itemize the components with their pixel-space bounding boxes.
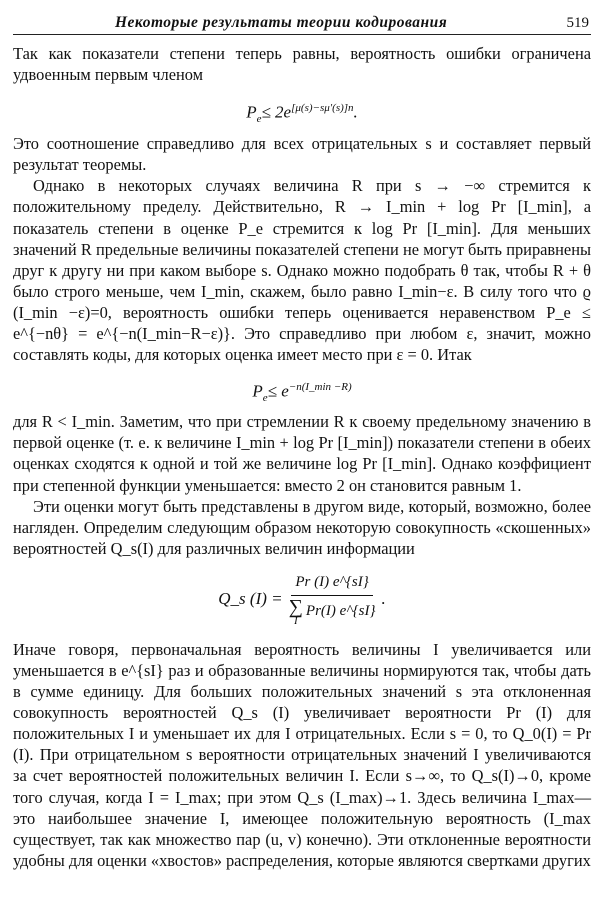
sum-symbol: ∑ I bbox=[288, 595, 303, 627]
fraction: Pr (I) e^{sI} ∑ I Pr(I) e^{sI} bbox=[288, 573, 376, 627]
paragraph-2: Это соотношение справедливо для всех отрицательных s и составляет первый результат теоремы. bbox=[13, 134, 591, 175]
running-header bbox=[13, 6, 591, 35]
formula-error-bound: $P_e\le 2e^{[\mu(s)-s\mu'(s)]n}$. bbox=[246, 102, 358, 126]
paragraph-4: для R < I_min. Заметим, что при стремлении R к своему предельному значению в первой оценке (т. е. к величине I_min + log Pr [I_min]) показатели степени в обеих оценках сходятся к одной и той же величине log Pr [I_min]. Однако коэффициент при степенной функции уменьшается: вместо 2 он становится равным 1. bbox=[13, 412, 591, 495]
formula-limit-bound: $P_e\le e^{-n(I\_min -R)}$ bbox=[252, 381, 352, 405]
paragraph-3: Однако в некоторых случаях величина R при s → −∞ стремится к положительному пределу. Действительно, R → I_min + log Pr [I_min], а показатель степени в оценке P_e стремится к log Pr [I_min]. Для меньших значений R предельные величины показателей степени не могут быть приравнены друг к другу ни при каком выборе s. Однако можно подобрать θ так, чтобы R + θ было строго меньше, чем I_min, скажем, было равно I_min−ε. В силу того что ϱ (I_min −ε)=0, вероятность ошибки теперь оценивается неравенством P_e ≤ e^{−nθ} = e^{−n(I_min−R−ε)}. Это справедливо при любом ε, значит, можно составлять коды, для которых оценка имеет место при ε = 0. Итак bbox=[13, 176, 591, 365]
page-number: 519 bbox=[566, 15, 589, 31]
paragraph-6: Иначе говоря, первоначальная вероятность величины I увеличивается или уменьшается в e^{sI} раз и образованные величины нормируются так, чтобы дать в сумме единицу. Для больших положительных значений s эта отклоненная совокупность вероятностей Q_s (I) увеличивает вероятности Pr (I) для положительных I и уменьшает их для I отрицательных. Если s = 0, то Q_0(I) = Pr (I). При отрицательном s вероятности отрицательных значений I увеличиваются за счет вероятностей положительных величин I. Если s→∞, то Q_s(I)→0, кроме того случая, когда I = I_max; при этом Q_s (I_max)→1. Здесь величина I_max— это наибольшее значение I, имеющее положительную вероятность (I_max существует, так как множество пар (u, v) конечно). Эти отклоненные вероятности удобны для оценки «хвостов» распределения, которые являются свертками других bbox=[13, 639, 591, 870]
page-body bbox=[13, 43, 591, 871]
running-title: Некоторые результаты теории кодирования bbox=[115, 14, 448, 31]
paragraph-1: Так как показатели степени теперь равны, вероятность ошибки ограничена удвоенным первым членом bbox=[13, 44, 591, 85]
formula-tilted-probabilities: Q_s (I) = Pr (I) e^{sI} ∑ I Pr(I) e^{sI} . bbox=[218, 573, 386, 627]
book-page bbox=[13, 6, 591, 871]
paragraph-5: Эти оценки могут быть представлены в другом виде, который, возможно, более нагляден. Определим следующим образом некоторую совокупность «скошенных» вероятностей Q_s(I) для различных величин информации bbox=[13, 496, 591, 558]
